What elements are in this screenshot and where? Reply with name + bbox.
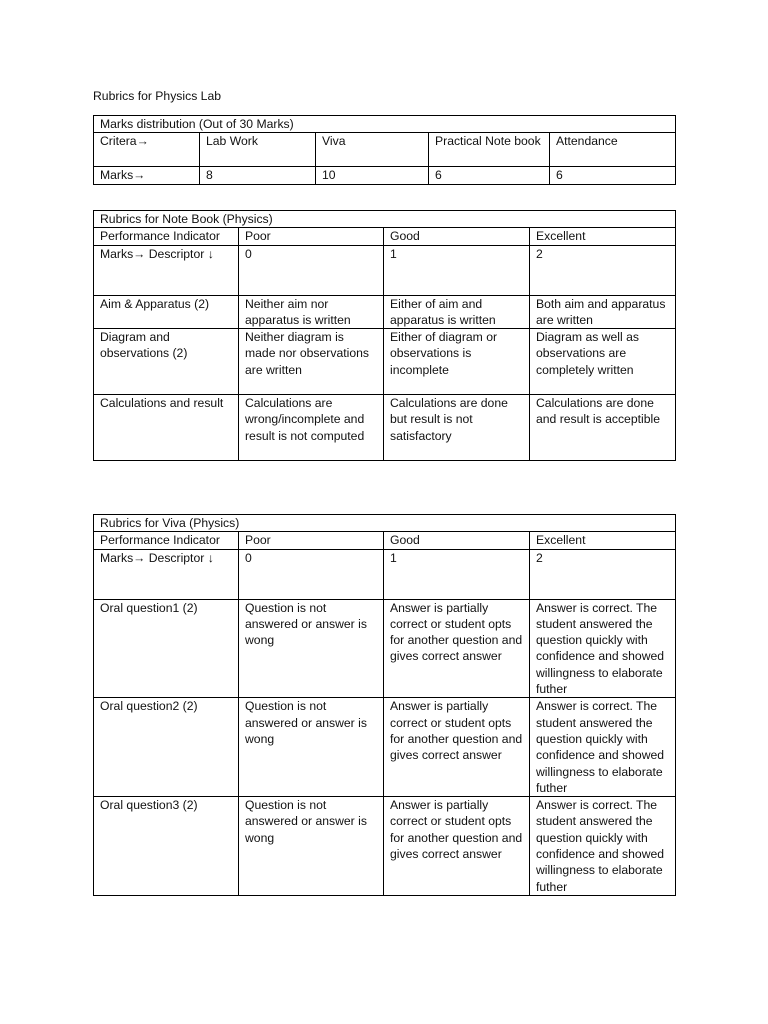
marks-descriptor-label: Marks→ Descriptor ↓ — [94, 245, 239, 295]
row-label: Diagram and observations (2) — [94, 329, 239, 395]
table-cell: 6 — [429, 167, 550, 184]
header-cell: Performance Indicator — [94, 532, 239, 549]
table-cell: Answer is partially correct or student opts for another question and gives correct answer — [384, 599, 530, 698]
table-cell: Either of aim and apparatus is written — [384, 295, 530, 329]
table-cell: 0 — [239, 245, 384, 295]
row-label: Oral question3 (2) — [94, 797, 239, 896]
header-cell: Poor — [239, 228, 384, 245]
table-cell: Calculations are done and result is acceptible — [530, 395, 676, 461]
table-cell: Question is not answered or answer is wong — [239, 797, 384, 896]
table-cell: Neither diagram is made nor observations are written — [239, 329, 384, 395]
table-cell: 0 — [239, 549, 384, 599]
table-cell: 2 — [530, 245, 676, 295]
table-cell: Both aim and apparatus are written — [530, 295, 676, 329]
table-cell: Neither aim nor apparatus is written — [239, 295, 384, 329]
notebook-rubric-table — [93, 210, 676, 461]
table-cell: Either of diagram or observations is incomplete — [384, 329, 530, 395]
header-cell: Excellent — [530, 532, 676, 549]
table-cell: 6 — [550, 167, 676, 184]
table-cell: Answer is partially correct or student opts for another question and gives correct answer — [384, 797, 530, 896]
header-cell: Good — [384, 228, 530, 245]
page-title: Rubrics for Physics Lab — [93, 89, 222, 103]
viva-rubric-table — [93, 514, 676, 896]
row-label: Oral question1 (2) — [94, 599, 239, 698]
table-cell: 2 — [530, 549, 676, 599]
row-label: Calculations and result — [94, 395, 239, 461]
table-cell: 1 — [384, 549, 530, 599]
table-cell: Answer is correct. The student answered the question quickly with confidence and showed willingness to elaborate futher — [530, 797, 676, 896]
marks-descriptor-label: Marks→ Descriptor ↓ — [94, 549, 239, 599]
header-cell: Practical Note book — [429, 133, 550, 167]
marks-distribution-table — [93, 115, 676, 185]
table-cell: Answer is correct. The student answered the question quickly with confidence and showed willingness to elaborate futher — [530, 698, 676, 797]
header-cell: Excellent — [530, 228, 676, 245]
table-cell: 8 — [200, 167, 316, 184]
table-caption: Rubrics for Note Book (Physics) — [94, 211, 676, 228]
table-cell: Calculations are wrong/incomplete and result is not computed — [239, 395, 384, 461]
header-cell: Viva — [316, 133, 429, 167]
header-cell: Critera→ — [94, 133, 200, 167]
table-caption: Rubrics for Viva (Physics) — [94, 515, 676, 532]
header-cell: Performance Indicator — [94, 228, 239, 245]
table-cell: Answer is partially correct or student opts for another question and gives correct answer — [384, 698, 530, 797]
table-cell: Calculations are done but result is not satisfactory — [384, 395, 530, 461]
table-cell: Question is not answered or answer is wong — [239, 599, 384, 698]
row-label: Oral question2 (2) — [94, 698, 239, 797]
table-cell: Question is not answered or answer is wong — [239, 698, 384, 797]
header-cell: Good — [384, 532, 530, 549]
header-cell: Attendance — [550, 133, 676, 167]
table-cell: 1 — [384, 245, 530, 295]
header-cell: Lab Work — [200, 133, 316, 167]
table-cell: Marks→ — [94, 167, 200, 184]
header-cell: Poor — [239, 532, 384, 549]
table-cell: 10 — [316, 167, 429, 184]
table-cell: Diagram as well as observations are completely written — [530, 329, 676, 395]
table-cell: Answer is correct. The student answered the question quickly with confidence and showed willingness to elaborate futher — [530, 599, 676, 698]
row-label: Aim & Apparatus (2) — [94, 295, 239, 329]
table-caption: Marks distribution (Out of 30 Marks) — [94, 116, 676, 133]
